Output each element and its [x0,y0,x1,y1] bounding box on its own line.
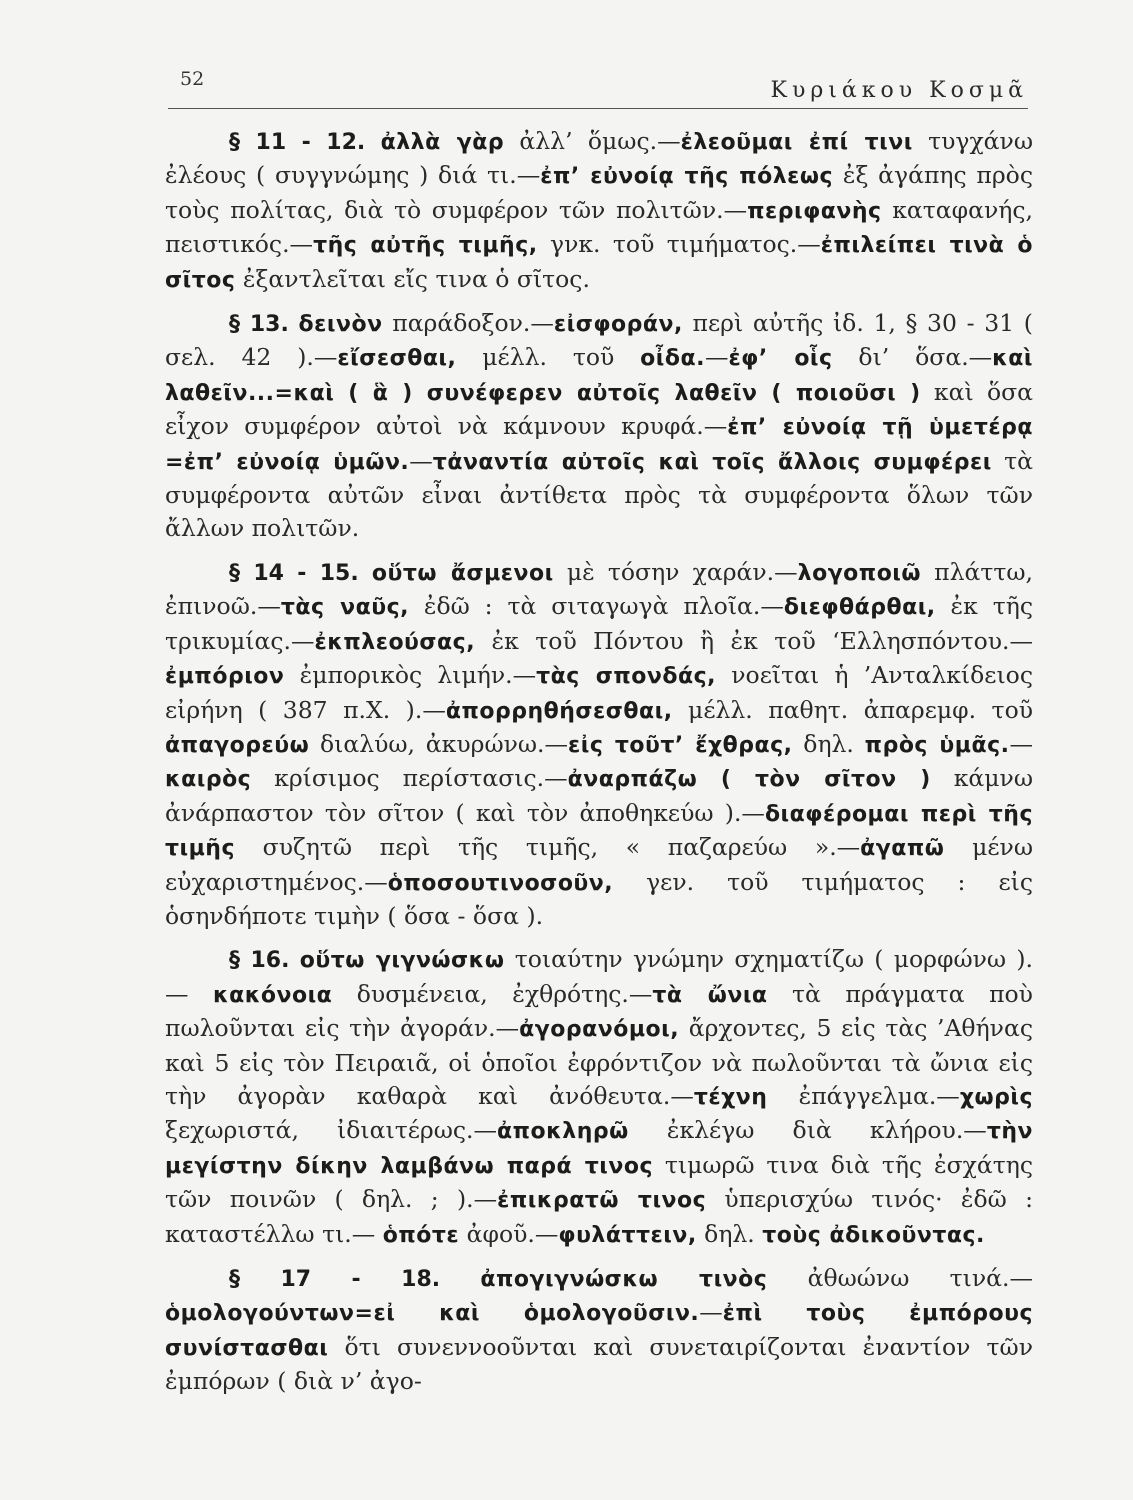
gloss-text: πλάττω, ἐπινοῶ.— [165,557,1034,621]
gloss-text: ἀθωώνω τινά.— [767,1264,1033,1292]
section-marker: § 14 - 15. [229,560,359,586]
gloss-text: ὅτι συνεννοοῦνται καὶ συνεταιρίζονται ἐναντίον τῶν ἐμπόρων ( διὰ ν’ ἀγο- [165,1332,1033,1396]
gloss-text: μὲ τόσην χαράν.— [553,557,798,586]
lemma-term: χωρὶς [959,1084,1033,1110]
lemma-term: ἀπογιγνώσκω τινὸς [480,1267,768,1292]
lemma-term: τέχνη [693,1084,768,1110]
lemma-term: τὰς ναῦς, [280,595,409,621]
page-header [168,62,1028,112]
gloss-text: τυγχάνω ἐλέους ( συγγνώμης ) διά τι.— [165,127,1033,190]
gloss-text [289,309,299,337]
lemma-term: διεφθάρθαι, [783,595,936,621]
lemma-term: οὕτω γιγνώσκω [299,948,505,974]
section-marker: § 13. [229,312,289,338]
lemma-term: ἀλλὰ γὰρ [380,130,505,155]
gloss-text: ἀλλ’ ὅμως.— [504,127,681,155]
gloss-text: γεν. τοῦ τιμήματος : εἰς ὁσηνδήποτε τιμὴν ( ὅσα - ὅσα ). [165,867,1033,930]
gloss-text: ἐκλέγω διὰ κλήρου.— [628,1116,987,1145]
gloss-text: — [409,446,433,475]
lemma-term: τὰς σπονδάς, [536,664,717,690]
paragraph-p3 [165,556,1033,933]
section-marker: § 17 - 18. [229,1267,441,1292]
gloss-text: τιμωρῶ τινα διὰ τῆς ἐσχάτης τῶν ποινῶν ( δηλ. ; ).— [165,1150,1033,1214]
lemma-term: καιρὸς [165,767,252,793]
gloss-text: δυσμένεια, ἐχθρότης.— [332,979,653,1008]
gloss-text: ἐμπορικὸς λιμήν.— [284,661,537,690]
lemma-term: ἐπὶ τοὺς ἐμπόρους συνίστασθαι [165,1301,1033,1361]
lemma-term: τὰ ὤνια [652,982,768,1008]
gloss-text [440,1264,480,1292]
gloss-text: τοιαύτην γνώμην σχηματίζω ( μορφώνω ). — [165,945,1034,1008]
gloss-text: περὶ αὐτῆς ἰδ. 1, § 30 - 31 ( σελ. 42 ).— [165,309,1033,372]
lemma-term: ὁποσουτινοσοῦν, [387,870,614,896]
lemma-term: οὕτω ἄσμενοι [371,560,554,586]
gloss-text [289,945,299,973]
running-title: Κυριάκου Κοσμᾶ [770,78,1028,103]
lemma-term: ἐφ’ οἷς [728,346,833,372]
lemma-term: περιφανὴς [747,198,882,224]
gloss-text: μέλλ. τοῦ [456,343,641,372]
lemma-term: πρὸς ὑμᾶς. [864,732,1010,758]
lemma-term: ἐπικρατῶ τινος [497,1188,707,1214]
gloss-text: ἐκ τῆς τρικυμίας.— [165,592,1033,655]
lemma-term: διαφέρομαι περὶ τῆς τιμῆς [165,801,1033,862]
lemma-term: τἀναντία αὐτοῖς καὶ τοῖς ἄλλοις συμφέρει [432,449,992,475]
gloss-text: δηλ. [792,729,865,758]
lemma-term: τοὺς ἀδικοῦντας. [762,1222,985,1248]
paragraph-p5 [165,1262,1033,1399]
lemma-term: δεινὸν [298,312,383,338]
lemma-term: τῆς αὐτῆς τιμῆς, [313,233,538,259]
gloss-text: τὰ πράγματα ποὺ πωλοῦνται εἰς τὴν ἀγοράν.— [165,979,1033,1043]
lemma-term: ἀγορανόμοι, [519,1017,680,1043]
lemma-term: καὶ λαθεῖν...=καὶ ( ἃ ) συνέφερεν αὐτοῖς λαθεῖν ( ποιοῦσι ) [165,346,1033,406]
lemma-term: κακόνοια [213,982,333,1008]
paragraph-p1 [165,125,1033,297]
lemma-term: λογοποιῶ [797,560,922,586]
gloss-text: μέλλ. παθητ. ἀπαρεμφ. τοῦ [672,695,1033,724]
lemma-term: ἀπαγορεύω [165,732,310,758]
page-number: 52 [180,68,205,90]
gloss-text [365,127,380,155]
lemma-term: ὁμολογούντων=εἰ καὶ ὁμολογοῦσιν. [165,1301,700,1327]
gloss-text: μένω εὐχαριστημένος.— [165,833,1033,896]
gloss-text: ἐκ τοῦ Πόντου ἢ ἐκ τοῦ ‘Ελλησπόντου.— [475,626,1033,655]
gloss-text: ἐξ ἀγάπης πρὸς τοὺς πολίτας, διὰ τὸ συμφέρον τῶν πολιτῶν.— [165,161,1033,224]
paragraph-p2 [165,307,1033,546]
gloss-text: δηλ. [696,1219,763,1248]
lemma-term: ἐπ’ εὐνοίᾳ τῆς πόλεως [540,164,834,190]
gloss-text: — [704,343,729,372]
lemma-term: ἀγαπῶ [860,836,945,862]
gloss-text: ἐδῶ : τὰ σιταγωγὰ πλοῖα.— [408,592,784,621]
gloss-text: κρίσιμος περίστασις.— [251,764,568,793]
gloss-text: ὑπερισχύω τινός· ἐδῶ : καταστέλλω τι.— [165,1185,1033,1248]
lemma-term: ἐλεοῦμαι ἐπί τινι [680,130,913,155]
commentary-text [165,125,1033,1409]
lemma-term: οἶδα. [640,346,705,372]
section-marker: § 11 - 12. [229,130,366,155]
gloss-text: κάμνω ἀνάρπαστον τὸν σῖτον ( καὶ τὸν ἀποθηκεύω ).— [165,764,1033,827]
gloss-text: παράδοξον.— [382,309,554,338]
paragraph-p4 [165,943,1033,1252]
lemma-term: φυλάττειν, [558,1222,697,1248]
gloss-text: καταφανής, πειστικός.— [165,195,1033,259]
lemma-term: ἐπ’ εὐνοίᾳ τῇ ὑμετέρᾳ =ἐπ’ εὐνοίᾳ ὑμῶν. [165,415,1033,475]
lemma-term: εἰς τοῦτ’ ἔχθρας, [568,732,793,758]
gloss-text: — [699,1298,723,1327]
gloss-text: ξεχωριστά, ἰδιαιτέρως.— [165,1116,498,1145]
gloss-text: ἄρχοντες, 5 εἰς τὰς ’Αθήνας καὶ 5 εἰς τὸν Πειραιᾶ, οἱ ὁποῖοι ἐφρόντιζον νὰ πωλοῦνται τὰ ὤνια εἰς τὴν ἀγορὰν καθαρὰ καὶ ἀνόθευτα.— [165,1014,1033,1110]
gloss-text: συζητῶ περὶ τῆς τιμῆς, « παζαρεύω ».— [235,833,861,862]
lemma-term: εἴσεσθαι, [337,346,457,372]
lemma-term: ἀπορρηθήσεσθαι, [445,698,673,724]
lemma-term: ἐκπλεούσας, [314,629,476,655]
gloss-text: γνκ. τοῦ τιμήματος.— [537,230,821,259]
lemma-term: ὁπότε [382,1222,460,1248]
lemma-term: ἀναρπάζω ( τὸν σῖτον ) [567,767,931,793]
gloss-text: — [1009,729,1033,758]
gloss-text: διαλύω, ἀκυρώνω.— [309,729,569,758]
gloss-text: καὶ ὅσα εἶχον συμφέρον αὐτοὶ νὰ κάμνουν κρυφά.— [165,377,1033,441]
section-marker: § 16. [229,948,290,974]
gloss-text: ἀφοῦ.— [459,1219,559,1248]
gloss-text: ἐξαντλεῖται εἴς τινα ὁ σῖτος. [235,264,590,293]
lemma-term: ἀποκληρῶ [497,1119,629,1145]
gloss-text [359,558,372,586]
gloss-text: δι’ ὅσα.— [832,343,993,372]
gloss-text: νοεῖται ἡ ’Ανταλκίδειος εἰρήνη ( 387 π.Χ. ).— [165,661,1033,724]
header-rule [168,108,1028,109]
gloss-text: τὰ συμφέροντα αὐτῶν εἶναι ἀντίθετα πρὸς τὰ συμφέροντα ὅλων τῶν ἄλλων πολιτῶν. [165,446,1033,543]
lemma-term: τὴν μεγίστην δίκην λαμβάνω παρά τινος [165,1119,1033,1179]
lemma-term: ἐπιλείπει τινὰ ὁ σῖτος [165,233,1034,293]
gloss-text: ἐπάγγελμα.— [767,1081,960,1110]
lemma-term: εἰσφοράν, [553,312,683,338]
lemma-term: ἐμπόριον [165,664,285,690]
